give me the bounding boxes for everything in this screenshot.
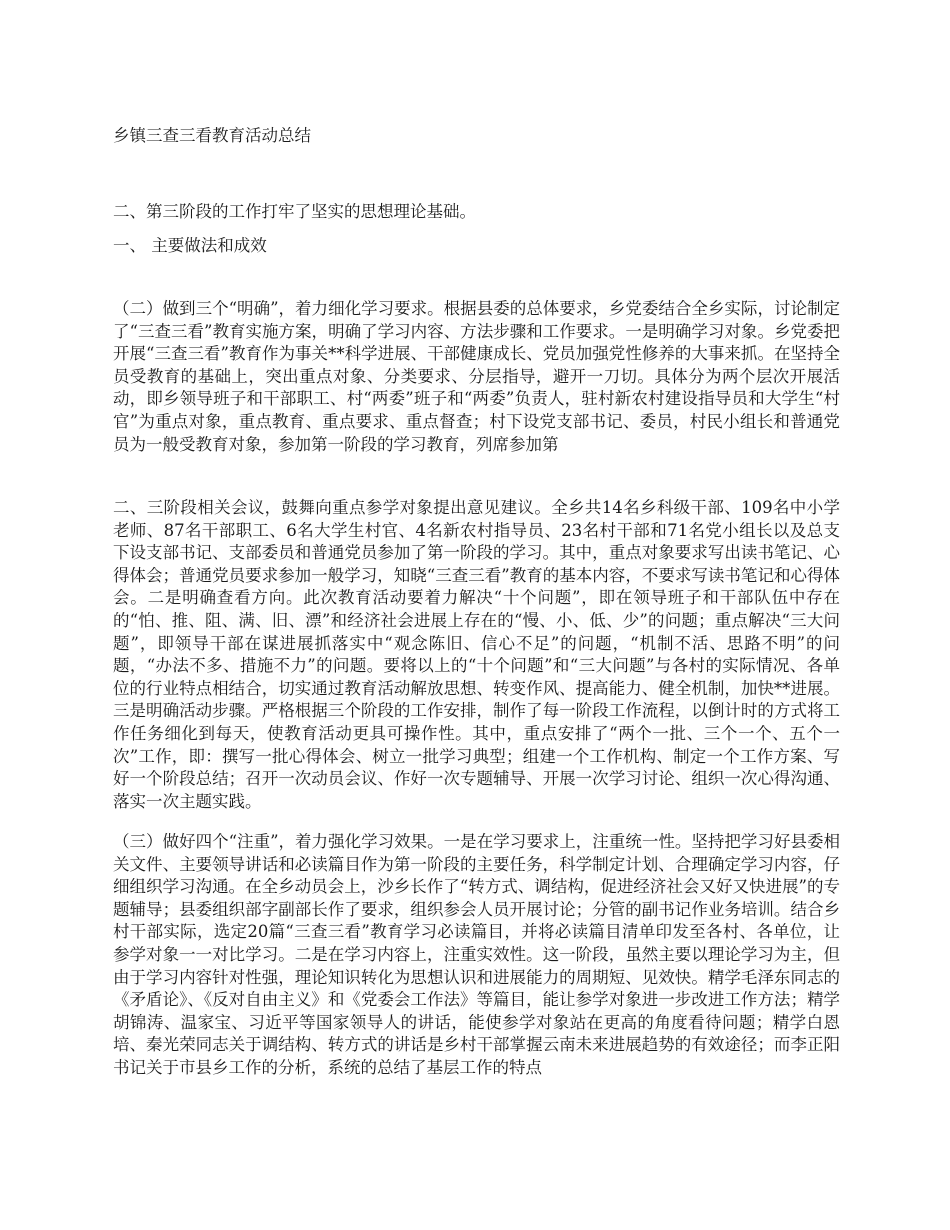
paragraph-stage-meetings: 二、三阶段相关会议，鼓舞向重点参学对象提出意见建议。全乡共14名乡科级干部、109名中小学老师、87名干部职工、6名大学生村官、4名新农村指导员、23名村干部和71名党小组长以及总支下设支部书记、支部委员和普通党员参加了第一阶段的学习。其中，重点对象要求写出读书笔记、心得体会；普通党员要求参加一般学习，知晓“三查三看”教育的基本内容，不要求写读书笔记和心得体会。二是明确查看方向。此次教育活动要着力解决“十个问题”，即在领导班子和干部队伍中存在的“怕、推、阻、满、旧、漂”和经济社会进展上存在的“慢、小、低、少”的问题；重点解决“三大问题”，即领导干部在谋进展抓落实中“观念陈旧、信心不足”的问题，“机制不活、思路不明”的问题，“办法不多、措施不力”的问题。要将以上的“十个问题”和“三大问题”与各村的实际情况、各单位的行业特点相结合，切实通过教育活动解放思想、转变作风、提高能力、健全机制，加快**进展。三是明确活动步骤。严格根据三个阶段的工作安排，制作了每一阶段工作流程，以倒计时的方式将工作任务细化到每天，使教育活动更具可操作性。其中，重点安排了“两个一批、三个一个、五个一次”工作，即：撰写一批心得体会、树立一批学习典型；组建一个工作机构、制定一个工作方案、写好一个阶段总结；召开一次动员会议、作好一次专题辅导、开展一次学习讨论、组织一次心得沟通、落实一次主题实践。 — [113, 498, 840, 811]
paragraph-four-emphases: （三）做好四个“注重”，着力强化学习效果。一是在学习要求上，注重统一性。坚持把学习好县委相关文件、主要领导讲话和必读篇目作为第一阶段的主要任务，科学制定计划、合理确定学习内容，仔细组织学习沟通。在全乡动员会上，沙乡长作了“转方式、调结构，促进经济社会又好又快进展”的专题辅导；县委组织部字副部长作了要求，组织参会人员开展讨论；分管的副书记作业务培训。结合乡村干部实际，选定20篇“三查三看”教育学习必读篇目，并将必读篇目清单印发至各村、各单位，让参学对象一一对比学习。二是在学习内容上，注重实效性。这一阶段，虽然主要以理论学习为主，但由于学习内容针对性强，理论知识转化为思想认识和进展能力的周期短、见效快。精学毛泽东同志的《矛盾论》、《反对自由主义》和《党委会工作法》等篇目，能让参学对象进一步改进工作方法；精学胡锦涛、温家宝、习近平等国家领导人的讲话，能使参学对象站在更高的角度看待问题；精学白恩培、秦光荣同志关于调结构、转方式的讲话是乡村干部掌握云南未来进展趋势的有效途径；而李正阳书记关于市县乡工作的分析，系统的总结了基层工作的特点 — [113, 832, 840, 1077]
section-heading-stage-three: 二、第三阶段的工作打牢了坚实的思想理论基础。 — [113, 202, 476, 221]
document-title: 乡镇三查三看教育活动总结 — [113, 126, 311, 145]
paragraph-three-clarifications: （二）做到三个“明确”，着力细化学习要求。根据县委的总体要求，乡党委结合全乡实际，讨论制定了“三查三看”教育实施方案，明确了学习内容、方法步骤和工作要求。一是明确学习对象。乡党委把开展“三查三看”教育作为事关**科学进展、干部健康成长、党员加强党性修养的大事来抓。在坚持全员受教育的基础上，突出重点对象、分类要求、分层指导，避开一刀切。具体分为两个层次开展活动，即乡领导班子和干部职工、村“两委”班子和“两委”负责人，驻村新农村建设指导员和大学生“村官”为重点对象，重点教育、重点要求、重点督查；村下设党支部书记、委员，村民小组长和普通党员为一般受教育对象，参加第一阶段的学习教育，列席参加第 — [113, 299, 840, 454]
section-heading-main-methods: 一、 主要做法和成效 — [113, 236, 267, 255]
